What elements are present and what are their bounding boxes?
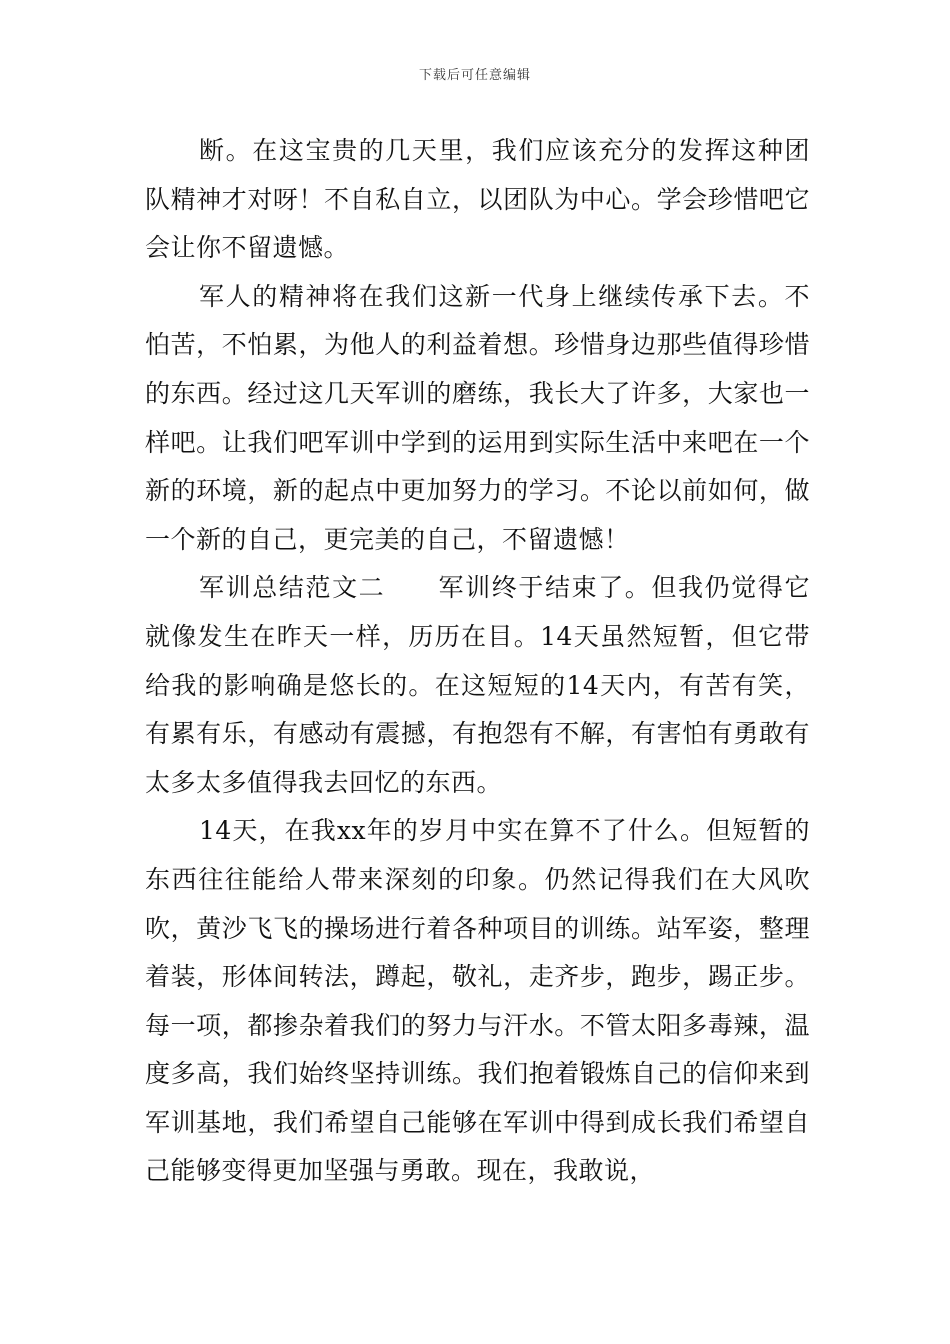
page-header: 下载后可任意编辑 <box>418 68 531 83</box>
paragraph-1: 断。在这宝贵的几天里，我们应该充分的发挥这种团队精神才对呀！不自私自立，以团队为中心。学会珍惜吧它会让你不留遗憾。 <box>145 136 810 263</box>
paragraph-3: 军训总结范文二 军训终于结束了。但我仍觉得它就像发生在昨天一样，历历在目。14天虽然短暂，但它带给我的影响确是悠长的。在这短短的14天内，有苦有笑，有累有乐，有感动有震撼，有抱怨有不解，有害怕有勇敢有太多太多值得我去回忆的东西。 <box>145 573 810 797</box>
document-body <box>145 127 810 1196</box>
paragraph-4: 14天，在我xx年的岁月中实在算不了什么。但短暂的东西往往能给人带来深刻的印象。仍然记得我们在大风吹吹，黄沙飞飞的操场进行着各种项目的训练。站军姿，整理着装，形体间转法，蹲起，敬礼，走齐步，跑步，踢正步。每一项，都掺杂着我们的努力与汗水。不管太阳多毒辣，温度多高，我们始终坚持训练。我们抱着锻炼自己的信仰来到军训基地，我们希望自己能够在军训中得到成长我们希望自己能够变得更加坚强与勇敢。现在，我敢说， <box>145 816 810 1186</box>
paragraph-2: 军人的精神将在我们这新一代身上继续传承下去。不怕苦，不怕累，为他人的利益着想。珍惜身边那些值得珍惜的东西。经过这几天军训的磨练，我长大了许多，大家也一样吧。让我们吧军训中学到的运用到实际生活中来吧在一个新的环境，新的起点中更加努力的学习。不论以前如何，做一个新的自己，更完美的自己，不留遗憾！ <box>145 281 810 554</box>
